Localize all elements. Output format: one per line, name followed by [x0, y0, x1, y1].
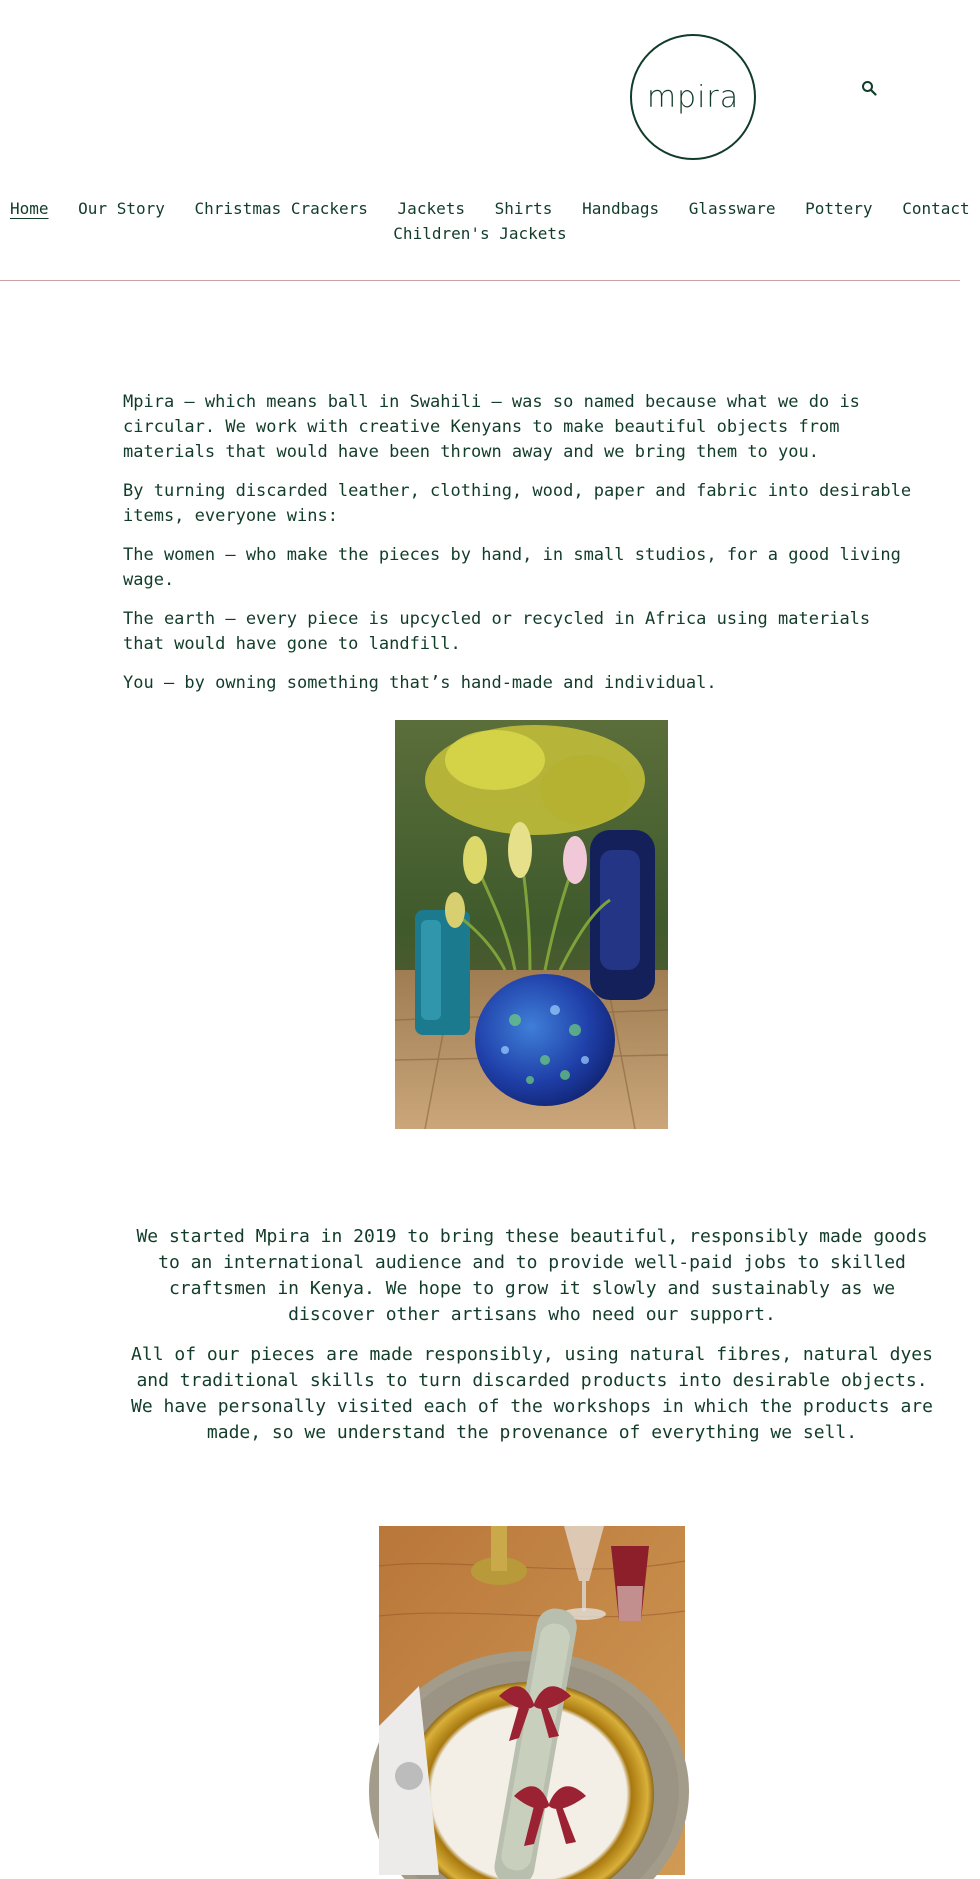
- nav-item-shirts[interactable]: Shirts: [494, 199, 553, 218]
- intro-paragraph: By turning discarded leather, clothing, wood, paper and fabric into desirable items, everyone wins:: [123, 481, 912, 526]
- glassware-vase-photo: [395, 720, 668, 1129]
- nav-item-jackets[interactable]: Jackets: [397, 199, 465, 218]
- nav-item-pottery[interactable]: Pottery: [805, 199, 873, 218]
- logo[interactable]: [630, 34, 756, 160]
- nav-item-handbags[interactable]: Handbags: [582, 199, 660, 218]
- logo-text: mpira: [646, 79, 740, 115]
- story-paragraph: All of our pieces are made responsibly, using natural fibres, natural dyes and traditional skills to turn discarded products into desirable objects. We have personally visited each of the workshops in which the products are made, so we understand the provenance of everything we sell.: [131, 1344, 933, 1443]
- intro-section: [123, 390, 913, 710]
- nav-item-contact[interactable]: Contact: [902, 199, 970, 218]
- intro-paragraph: The women – who make the pieces by hand, in small studios, for a good living wage.: [123, 545, 901, 590]
- story-paragraph: We started Mpira in 2019 to bring these beautiful, responsibly made goods to an international audience and to provide well-paid jobs to skilled craftsmen in Kenya. We hope to grow it slowly and sustainably as we discover other artisans who need our support.: [136, 1226, 928, 1325]
- main-nav: [0, 196, 970, 246]
- nav-item-home[interactable]: Home: [10, 199, 49, 218]
- intro-paragraph: You – by owning something that’s hand-made and individual.: [123, 673, 717, 693]
- nav-row-2: [0, 221, 960, 246]
- search-icon: [861, 80, 877, 96]
- story-section: [123, 1224, 941, 1460]
- site-header: [0, 0, 970, 281]
- intro-paragraph: The earth – every piece is upcycled or recycled in Africa using materials that would have gone to landfill.: [123, 609, 871, 654]
- nav-item-christmas-crackers[interactable]: Christmas Crackers: [194, 199, 368, 218]
- nav-item-childrens-jackets[interactable]: Children's Jackets: [393, 224, 567, 243]
- search-button[interactable]: [858, 78, 880, 100]
- nav-row-1: [0, 196, 970, 221]
- christmas-cracker-photo: [379, 1526, 685, 1875]
- intro-paragraph: Mpira – which means ball in Swahili – was so named because what we do is circular. We work with creative Kenyans to make beautiful objects from materials that would have been thrown away and we bring them to you.: [123, 392, 860, 462]
- nav-item-glassware[interactable]: Glassware: [688, 199, 776, 218]
- nav-item-our-story[interactable]: Our Story: [78, 199, 165, 218]
